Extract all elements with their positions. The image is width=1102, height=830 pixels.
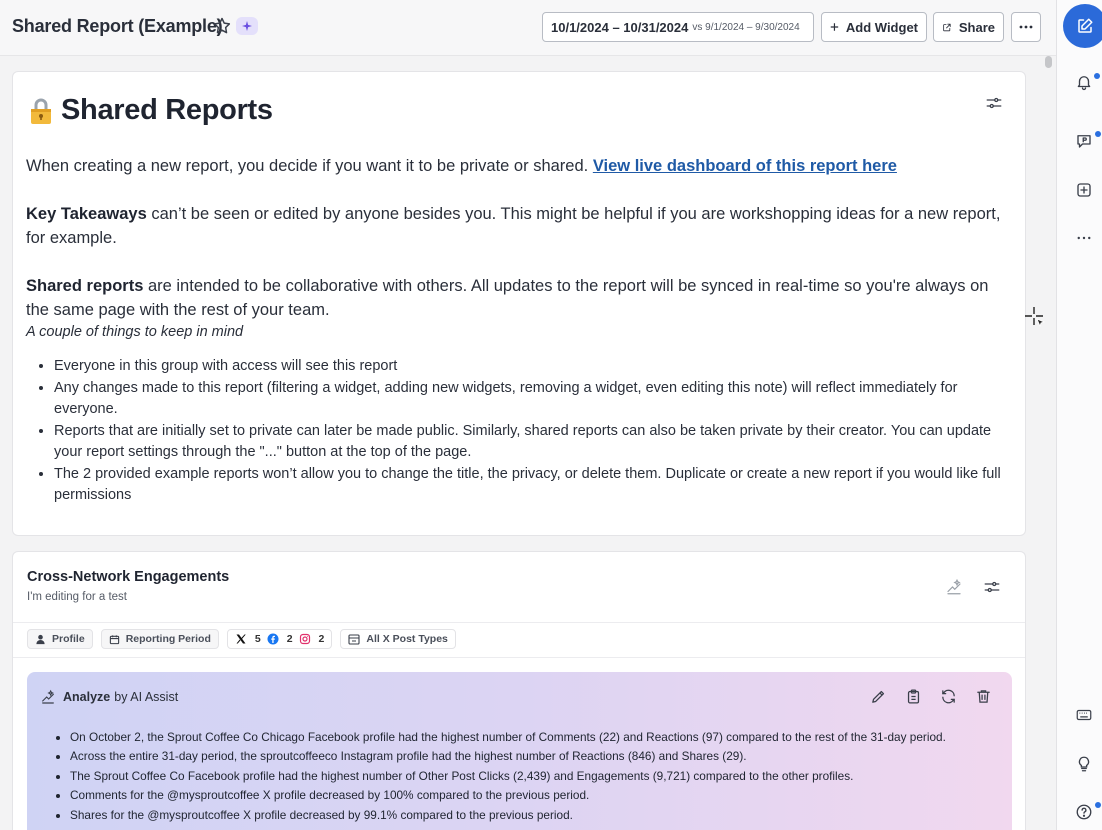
takeaways-paragraph	[26, 202, 1001, 250]
takeaways-text: can’t be seen or edited by anyone besides you. This might be helpful if you are workshopping ideas for a new report, for example.	[26, 205, 1001, 247]
refresh-icon[interactable]	[940, 688, 957, 705]
list-item: • Comments for the @mysproutcoffee X profile decreased by 100% compared to the previous period.	[70, 786, 1000, 805]
post-types-chip[interactable]	[340, 629, 456, 649]
help-icon[interactable]	[1075, 803, 1093, 821]
more-horizontal-icon[interactable]	[1075, 229, 1093, 247]
list-item: • The Sprout Coffee Co Facebook profile had the highest number of Other Post Clicks (2,439) and Engagements (9,721) compared to the other profiles.	[70, 767, 1000, 786]
trash-icon[interactable]	[975, 688, 992, 705]
profile-chip-label: Profile	[52, 633, 85, 645]
shared-paragraph	[26, 274, 1001, 322]
note-heading-row	[26, 94, 273, 127]
ai-panel-header	[40, 689, 178, 705]
plus-icon	[830, 21, 839, 33]
compose-icon	[1076, 17, 1094, 35]
widget-filter-chips	[27, 629, 456, 649]
compare-range-label: vs 9/1/2024 – 9/30/2024	[692, 21, 800, 33]
shared-bold: Shared reports	[26, 277, 144, 295]
post-types-label: All X Post Types	[366, 633, 448, 645]
facebook-icon	[267, 633, 279, 645]
add-widget-label: Add Widget	[845, 19, 918, 35]
move-cursor-icon	[1024, 306, 1046, 328]
lock-icon	[26, 96, 56, 126]
ai-label-rest: by AI Assist	[114, 690, 179, 704]
share-label: Share	[958, 19, 995, 35]
ai-panel-tools	[870, 688, 992, 705]
share-button[interactable]	[933, 12, 1004, 42]
more-options-button[interactable]	[1011, 12, 1041, 42]
ai-assist-icon[interactable]	[945, 578, 963, 596]
intro-paragraph	[26, 154, 1001, 178]
reporting-period-chip[interactable]	[101, 629, 219, 649]
list-item: • Everyone in this group with access will see this report	[54, 356, 1004, 378]
network-counts-chip[interactable]	[227, 629, 333, 649]
ai-assist-icon	[40, 689, 56, 705]
notifications-badge	[1094, 73, 1100, 79]
page-scrollbar[interactable]	[1044, 56, 1052, 830]
clipboard-icon[interactable]	[905, 688, 922, 705]
x-logo-icon	[235, 633, 247, 645]
takeaways-bold: Key Takeaways	[26, 205, 147, 223]
report-header	[0, 0, 1056, 56]
edit-pencil-icon[interactable]	[870, 688, 887, 705]
date-range-label: 10/1/2024 – 10/31/2024	[551, 19, 689, 35]
add-square-icon[interactable]	[1075, 181, 1093, 199]
star-icon[interactable]	[212, 16, 232, 36]
help-badge	[1095, 802, 1101, 808]
list-item: • Any changes made to this report (filtering a widget, adding new widgets, removing a widget, even editing this note) will reflect immediately for everyone.	[54, 378, 1004, 421]
instagram-icon	[299, 633, 311, 645]
live-dashboard-link[interactable]: View live dashboard of this report here	[592, 157, 897, 175]
settings-sliders-icon[interactable]	[985, 94, 1003, 112]
reporting-period-label: Reporting Period	[125, 633, 211, 645]
more-horizontal-icon	[1019, 25, 1033, 29]
shared-text: are intended to be collaborative with others. All updates to the report will be synced in real-time so you're always on the same page with the rest of your team.	[26, 277, 989, 319]
calendar-icon	[109, 634, 120, 645]
list-item: • Across the entire 31-day period, the sproutcoffeeco Instagram profile had the highest number of Reactions (846) and Shares (29).	[70, 747, 1000, 766]
ai-analyze-panel	[27, 672, 1012, 830]
widget-divider	[13, 657, 1025, 658]
settings-sliders-icon[interactable]	[983, 578, 1001, 596]
ai-label-bold: Analyze	[63, 690, 111, 704]
share-icon	[942, 20, 952, 35]
x-count: 5	[254, 633, 261, 645]
widget-divider	[13, 622, 1025, 623]
widget-actions	[945, 578, 1001, 596]
widget-title: Cross-Network Engagements	[27, 569, 230, 585]
note-heading: Shared Reports	[61, 94, 273, 126]
profile-chip[interactable]	[27, 629, 93, 649]
right-rail	[1056, 0, 1102, 830]
lightbulb-icon[interactable]	[1075, 755, 1093, 773]
sparkle-icon	[241, 20, 253, 32]
add-widget-button[interactable]	[821, 12, 927, 42]
intro-text: When creating a new report, you decide if you want it to be private or shared.	[26, 157, 589, 175]
messages-badge	[1095, 131, 1101, 137]
ai-sparkle-badge[interactable]	[236, 17, 258, 35]
list-item: • Shares for the @mysproutcoffee X profile decreased by 99.1% compared to the previous period.	[70, 806, 1000, 825]
list-item: • The 2 provided example reports won’t allow you to change the title, the privacy, or delete them. Duplicate or create a new report if you would like full permissions	[54, 464, 1004, 507]
scroll-thumb[interactable]	[1045, 56, 1052, 68]
instagram-count: 2	[318, 633, 325, 645]
widget-subtitle: I'm editing for a test	[27, 591, 127, 603]
list-item: • Reports that are initially set to private can later be made public. Similarly, shared reports can also be taken private by their creator. You can update your report settings through the "..." button at the top of the page.	[54, 421, 1004, 464]
keep-in-mind-text: A couple of things to keep in mind	[26, 324, 244, 340]
post-types-icon	[348, 634, 360, 645]
notifications-icon[interactable]	[1075, 73, 1093, 91]
messages-icon[interactable]	[1075, 132, 1093, 150]
report-title[interactable]: Shared Report (Example)	[12, 16, 223, 36]
date-range-button[interactable]	[542, 12, 814, 42]
ai-insights-list	[70, 728, 1000, 825]
compose-button[interactable]	[1063, 4, 1102, 48]
facebook-count: 2	[286, 633, 293, 645]
note-card	[12, 71, 1026, 536]
list-item: • On October 2, the Sprout Coffee Co Chicago Facebook profile had the highest number of Comments (22) and Reactions (97) compared to the rest of the 31-day period.	[70, 728, 1000, 747]
keyboard-icon[interactable]	[1075, 706, 1093, 724]
note-bullet-list	[54, 356, 1004, 507]
engagements-widget	[12, 551, 1026, 830]
user-icon	[35, 634, 46, 645]
